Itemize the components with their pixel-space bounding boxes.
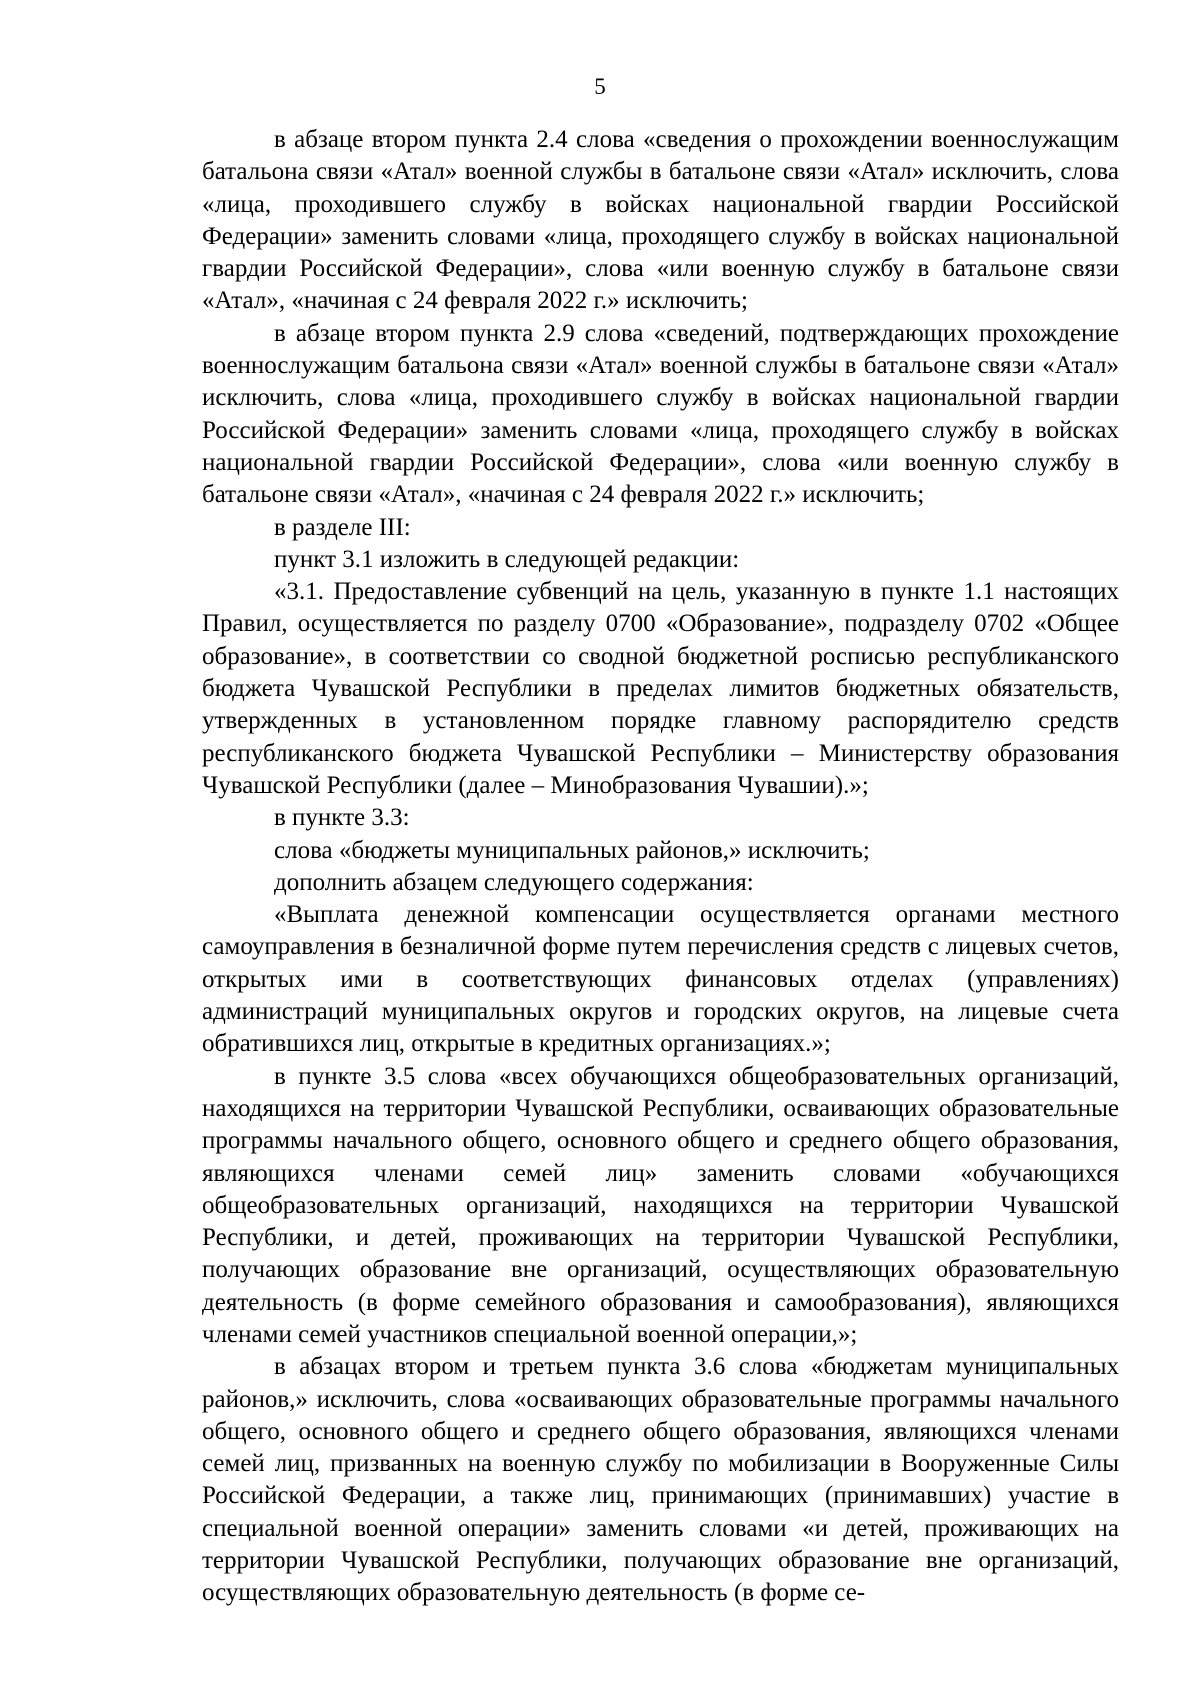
- paragraph-amend-3-5: в пункте 3.5 слова «всех обучающихся общеобразовательных организаций, находящихся на территории Чувашской Республики, осваивающих образовательные программы начального общего, основного общего и среднего общего образования, являющихся членами семей лиц» заменить словами «обучающихся общеобразовательных организаций, находящихся на территории Чувашской Республики, и детей, проживающих на территории Чувашской Республики, получающих образование вне организаций, осуществляющих образовательную деятельность (в форме семейного образования и самообразования), являющихся членами семей участников специальной военной операции,»;: [202, 1062, 1119, 1348]
- paragraph-amend-3-6: в абзацах втором и третьем пункта 3.6 слова «бюджетам муниципальных районов,» исключить, слова «осваивающих образовательные программы начального общего, основного общего и среднего общего образования, являющихся членами семей лиц, призванных на военную службу по мобилизации в Вооруженные Силы Российской Федерации, а также лиц, принимающих (принимавших) участие в специальной военной операции» заменить словами «и детей, проживающих на территории Чувашской Республики, получающих образование вне организаций, осуществляющих образовательную деятельность (в форме се-: [202, 1353, 1119, 1607]
- paragraph-3-3-intro: в пункте 3.3:: [274, 804, 410, 832]
- paragraph-section-3: в разделе III:: [274, 513, 411, 541]
- paragraph-3-3-add: дополнить абзацем следующего содержания:: [274, 868, 754, 896]
- paragraph-3-1-text: «3.1. Предоставление субвенций на цель, указанную в пункте 1.1 настоящих Правил, осуществляется по разделу 0700 «Образование», подразделу 0702 «Общее образование», в соответствии со сводной бюджетной росписью республиканского бюджета Чувашской Республики в пределах лимитов бюджетных обязательств, утвержденных в установленном порядке главному распорядителю средств республиканского бюджета Чувашской Республики – Министерству образования Чувашской Республики (далее – Минобразования Чувашии).»;: [202, 578, 1119, 799]
- paragraph-3-1-intro: пункт 3.1 изложить в следующей редакции:: [274, 545, 740, 573]
- paragraph-3-3-words: слова «бюджеты муниципальных районов,» исключить;: [274, 836, 870, 864]
- paragraph-amend-2-4: в абзаце втором пункта 2.4 слова «сведения о прохождении военнослужащим батальона связи «Атал» военной службы в батальоне связи «Атал» исключить, слова «лица, проходившего службу в войсках национальной гвардии Российской Федерации» заменить словами «лица, проходящего службу в войсках национальной гвардии Российской Федерации», слова «или военную службу в батальоне связи «Атал», «начиная с 24 февраля 2022 г.» исключить;: [202, 126, 1119, 315]
- paragraph-amend-2-9: в абзаце втором пункта 2.9 слова «сведений, подтверждающих прохождение военнослужащим батальона связи «Атал» военной службы в батальоне связи «Атал» исключить, слова «лица, проходившего службу в войсках национальной гвардии Российской Федерации» заменить словами «лица, проходящего службу в войсках национальной гвардии Российской Федерации», слова «или военную службу в батальоне связи «Атал», «начиная с 24 февраля 2022 г.» исключить;: [202, 319, 1119, 509]
- paragraph-3-3-text: «Выплата денежной компенсации осуществляется органами местного самоуправления в безналичной форме путем перечисления средств с лицевых счетов, открытых ими в соответствующих финансовых отделах (управлениях) администраций муниципальных округов и городских округов, на лицевые счета обратившихся лиц, открытые в кредитных организациях.»;: [202, 901, 1119, 1058]
- page-number: 5: [594, 74, 606, 99]
- document-body: [202, 124, 1119, 1610]
